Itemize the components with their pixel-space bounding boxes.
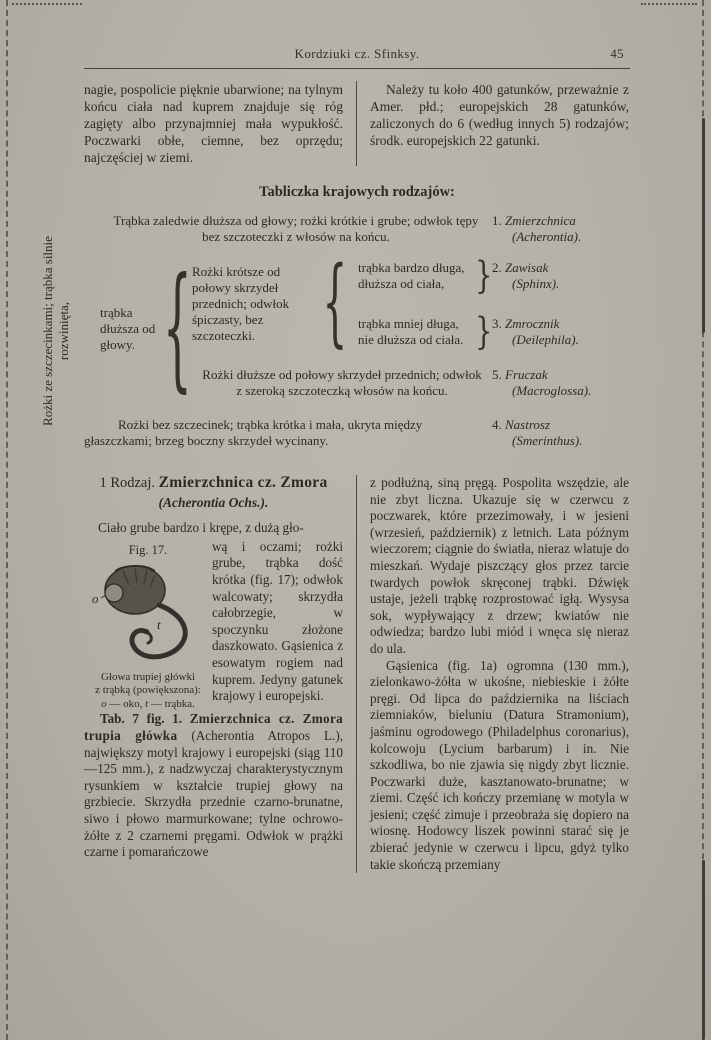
brace-glyph-medium: { bbox=[322, 247, 348, 359]
key-subgroup-label: Rożki krótsze od połowy skrzydeł przednich; odwłok śpiczasty, bez szczoteczki. bbox=[192, 264, 290, 343]
figure-17 bbox=[84, 539, 212, 712]
svg-text:t: t bbox=[157, 617, 161, 633]
scan-edge-mark bbox=[702, 860, 705, 1040]
key-row-2 bbox=[348, 254, 630, 298]
result-genus: Zawisak bbox=[505, 260, 549, 275]
key-row-1-text: Trąbka zaledwie dłuższa od głowy; rożki krótkie i grube; odwłok tępy bez szczoteczki z włosów na końcu. bbox=[113, 213, 479, 244]
genus-number: 1 Rodzaj. bbox=[99, 475, 156, 491]
result-latin: (Acherontia). bbox=[512, 229, 582, 244]
key-subgroup bbox=[192, 247, 630, 359]
right-paragraph-1: z podłużną, siną pręgą. Pospolita wszędzie, ale nie zbyt liczna. Ukazuje się w czerwcu z poczwarek, które przezimowały, i w jesieni (wrzesień, październik) z letnich. Lata późnym wieczorem; ciągnie do światła, nieraz wlatuje do mieszkań. Wydaje piszczący głos przez tarcie twardych powłok skręconej trąbki. Dźwięk ustaje, jeżeli trąbkę rozprostować igłą. Wysysa sok, wypływający z drzew; kwiatów nie odwiedza; bardzo lubi miód i wnęca się nieraz do ula. bbox=[370, 475, 629, 656]
key-result-3 bbox=[492, 316, 630, 348]
result-number: 3. bbox=[492, 316, 502, 331]
key-group-label: trąbka dłuższa od głowy. bbox=[100, 305, 156, 352]
svg-text:o: o bbox=[92, 591, 99, 607]
genus-name: Zmierzchnica cz. Zmora bbox=[158, 474, 328, 491]
brace-glyph-small: } bbox=[475, 254, 493, 298]
scan-corner-dots bbox=[641, 3, 697, 5]
key-row-5 bbox=[192, 367, 630, 399]
result-latin: (Deilephila). bbox=[512, 332, 579, 347]
key-result-4 bbox=[492, 417, 630, 449]
species-name: Zmierzchnica cz. Zmora trupia główka bbox=[84, 711, 343, 744]
result-latin: (Macroglossa). bbox=[512, 383, 592, 398]
body-first-line: Ciało grube bardzo i krępe, z dużą gło- bbox=[98, 520, 304, 536]
key-row-3 bbox=[348, 310, 630, 354]
body-right-column bbox=[370, 475, 629, 873]
body-left-column bbox=[84, 475, 343, 873]
brace-glyph-small: } bbox=[475, 310, 493, 354]
body-beside-figure: wą i oczami; rożki grube, trąbka dość krótka (fig. 17); odwłok walcowaty; skrzydła całobrzegie, w spoczynku złożone daszkowato. Gąsienica z esowatym rogiem nad kuprem. Jedyny gatunek krajowy i europejski. bbox=[212, 538, 343, 704]
running-head bbox=[84, 46, 630, 63]
key-row-1 bbox=[100, 213, 630, 245]
dichotomous-key-table bbox=[40, 213, 630, 449]
scan-edge-mark bbox=[702, 118, 705, 333]
page-number: 45 bbox=[610, 46, 624, 61]
column-divider bbox=[356, 81, 357, 166]
result-number: 1. bbox=[492, 213, 502, 228]
figure-caption: Głowa trupiej główki z trąbką (powiększona): o — oko, t — trąbka. bbox=[95, 670, 201, 710]
scan-edge-left bbox=[6, 0, 8, 1040]
side-label-line2: rozwinięta, bbox=[56, 301, 71, 361]
key-table-title: Tabliczka krajowych rodzajów: bbox=[259, 184, 455, 200]
side-label-line1: Rożki ze szczecinkami; trąbka silnie bbox=[40, 236, 55, 426]
column-divider bbox=[356, 475, 357, 873]
key-row-5-text: Rożki dłuższe od połowy skrzydeł przednich; odwłok z szeroką szczoteczką włosów na końcu. bbox=[202, 367, 482, 398]
result-number: 4. bbox=[492, 417, 502, 432]
species-description: (Acherontia Atropos L.), największy motyl krajowy i europejski (siąg 110—125 mm.), z nadzwyczaj charakterystycznym rysunkiem w kształcie trupiej głowy na grzbiecie. Skrzydła przednie czarno-brunatne, siwo i płowo marmurkowane; tylne ochrowo-żółte z 2 czarnemi pręgami. Odwłok w prążki czarne i pomarańczowe bbox=[84, 728, 344, 860]
intro-columns bbox=[84, 81, 630, 166]
result-genus: Fruczak bbox=[505, 367, 548, 382]
right-paragraph-2: Gąsienica (fig. 1a) ogromna (130 mm.), zielonkawo-żółta w ukośne, niebieskie i żółte pręgi. Od lipca do października na liściach ziemniaków, bieluniu (Datura Stramonium), jaśminu ogrodowego (Philadelphus coronarius), kolcowoju (Lycium barbarum) i in. Nie szkodliwa, bo nie zjawia się nigdy zbyt licznie. Poczwarki duże, kasztanowato-brunatne; w ziemi. Część ich kończy przemianę w motyla w jesieni; część zimuje i przeobraża się dopiero na wiosnę. Hodowcy liszek powinni starać się je zbierać jedynie w czerwcu i lipcu, gdyż tylko takie skończą przemiany bbox=[370, 657, 629, 872]
scan-corner-dots bbox=[12, 3, 82, 5]
key-result-2 bbox=[492, 260, 630, 292]
figure-row bbox=[84, 539, 343, 712]
moth-head-illustration bbox=[89, 559, 207, 663]
key-result-1 bbox=[492, 213, 630, 245]
result-genus: Nastrosz bbox=[505, 417, 551, 432]
brace-glyph-large: { bbox=[162, 251, 192, 407]
result-genus: Zmierzchnica bbox=[505, 213, 576, 228]
body-columns bbox=[84, 475, 630, 873]
header-rule bbox=[84, 68, 630, 69]
plate-reference: Tab. 7 fig. 1. bbox=[100, 711, 183, 727]
genus-heading bbox=[84, 475, 343, 511]
species-paragraph bbox=[84, 711, 343, 860]
figure-label: Fig. 17. bbox=[128, 542, 168, 557]
result-latin: (Sphinx). bbox=[512, 276, 560, 291]
running-head-title: Kordziuki cz. Sfinksy. bbox=[294, 46, 420, 61]
key-result-5 bbox=[492, 367, 630, 399]
genus-latin-name: (Acherontia Ochs.). bbox=[158, 494, 269, 510]
page-content bbox=[40, 46, 630, 873]
key-row-3-text: trąbka mniej długa, nie dłuższa od ciała. bbox=[358, 316, 464, 347]
rotated-side-label bbox=[28, 213, 84, 449]
key-row-2-text: trąbka bardzo długa, dłuższa od ciała, bbox=[358, 260, 465, 291]
result-number: 5. bbox=[492, 367, 502, 382]
key-group bbox=[100, 247, 630, 407]
intro-left-paragraph: nagie, pospolicie pięknie ubarwione; na tylnym końcu ciała nad kuprem znajduje się róg zagięty albo przynajmniej mała wypukłość. Poczwarki obłe, ciemne, bez oprzędu; najczęściej w ziemi. bbox=[84, 82, 343, 165]
intro-right-paragraph: Należy tu koło 400 gatunków, przeważnie z Amer. płd.; europejskich 28 gatunków, zaliczonych do 6 (według innych 5) rodzajów; środk. europejskich 22 gatunki. bbox=[370, 82, 629, 148]
result-genus: Zmrocznik bbox=[505, 316, 560, 331]
key-row-4-text: Rożki bez szczecinek; trąbka krótka i mała, ukryta między głaszczkami; brzeg boczny skrzydeł wycinany. bbox=[84, 417, 423, 448]
result-latin: (Smerinthus). bbox=[512, 433, 583, 448]
result-number: 2. bbox=[492, 260, 502, 275]
key-row-4 bbox=[84, 417, 630, 449]
